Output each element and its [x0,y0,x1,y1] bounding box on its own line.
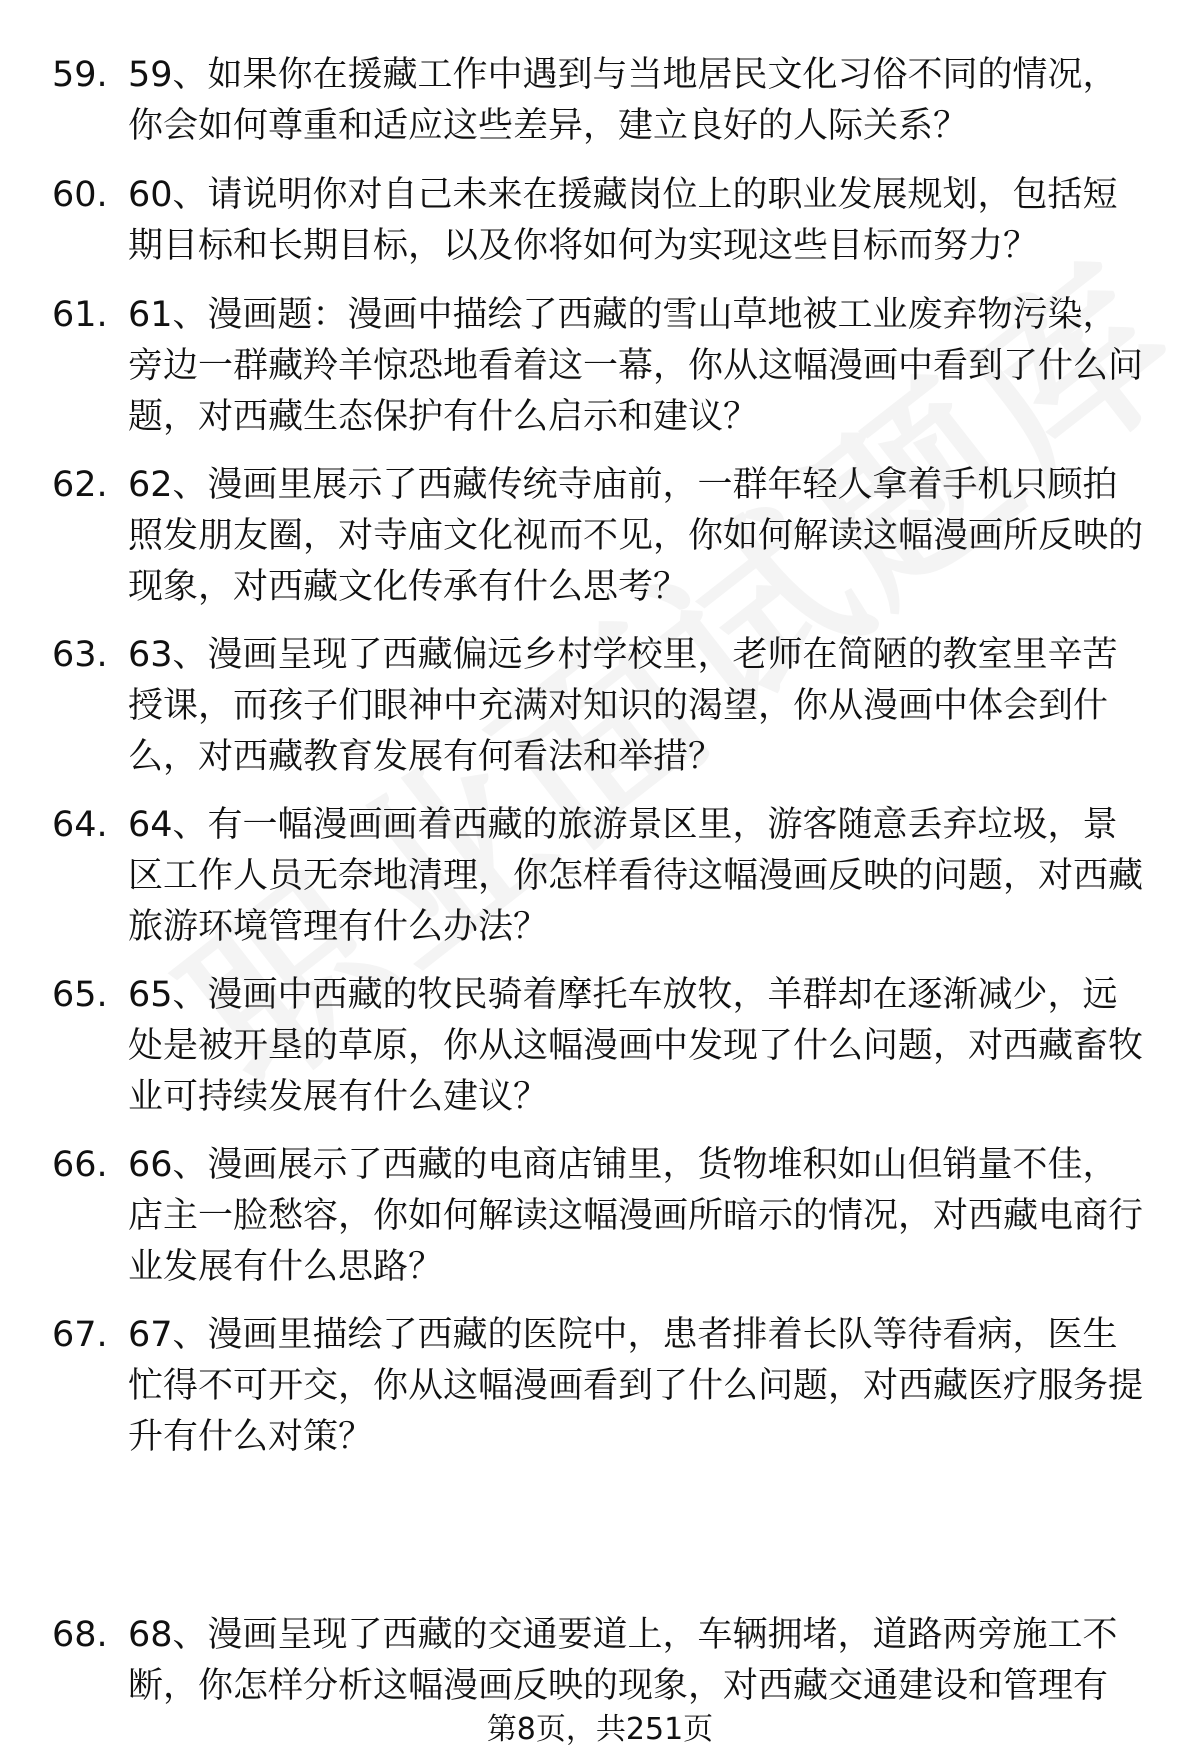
question-text: 63、漫画呈现了西藏偏远乡村学校里，老师在简陋的教室里辛苦授课，而孩子们眼神中充满对知识的渴望，你从漫画中体会到什么，对西藏教育发展有何看法和举措？ [128,635,1118,777]
question-text: 64、有一幅漫画画着西藏的旅游景区里，游客随意丢弃垃圾，景区工作人员无奈地清理，你怎样看待这幅漫画反映的问题，对西藏旅游环境管理有什么办法？ [128,805,1144,947]
question-number: 65. [52,975,108,1015]
question-text: 68、漫画呈现了西藏的交通要道上，车辆拥堵，道路两旁施工不断，你怎样分析这幅漫画反映的现象，对西藏交通建设和管理有 [128,1615,1118,1706]
page-number-footer: 第8页，共251页 [486,1712,714,1747]
question-text: 67、漫画里描绘了西藏的医院中，患者排着长队等待看病，医生忙得不可开交，你从这幅漫画看到了什么问题，对西藏医疗服务提升有什么对策？ [128,1315,1144,1457]
question-text: 61、漫画题：漫画中描绘了西藏的雪山草地被工业废弃物污染，旁边一群藏羚羊惊恐地看着这一幕，你从这幅漫画中看到了什么问题，对西藏生态保护有什么启示和建议？ [128,295,1144,437]
question-number: 66. [52,1145,108,1185]
question-number: 62. [52,465,108,505]
question-number: 63. [52,635,108,675]
question-number: 67. [52,1315,108,1355]
question-number: 68. [52,1615,108,1655]
question-text: 62、漫画里展示了西藏传统寺庙前，一群年轻人拿着手机只顾拍照发朋友圈，对寺庙文化视而不见，你如何解读这幅漫画所反映的现象，对西藏文化传承有什么思考？ [128,465,1144,607]
question-text: 60、请说明你对自己未来在援藏岗位上的职业发展规划，包括短期目标和长期目标，以及你将如何为实现这些目标而努力？ [128,175,1118,266]
question-text: 66、漫画展示了西藏的电商店铺里，货物堆积如山但销量不佳，店主一脸愁容，你如何解读这幅漫画所暗示的情况，对西藏电商行业发展有什么思路？ [128,1145,1144,1287]
question-text: 59、如果你在援藏工作中遇到与当地居民文化习俗不同的情况，你会如何尊重和适应这些差异，建立良好的人际关系？ [128,55,1118,146]
question-number: 60. [52,175,108,215]
question-number: 64. [52,805,108,845]
question-number: 59. [52,55,108,95]
question-text: 65、漫画中西藏的牧民骑着摩托车放牧，羊群却在逐渐减少，远处是被开垦的草原，你从这幅漫画中发现了什么问题，对西藏畜牧业可持续发展有什么建议？ [128,975,1144,1117]
question-number: 61. [52,295,108,335]
